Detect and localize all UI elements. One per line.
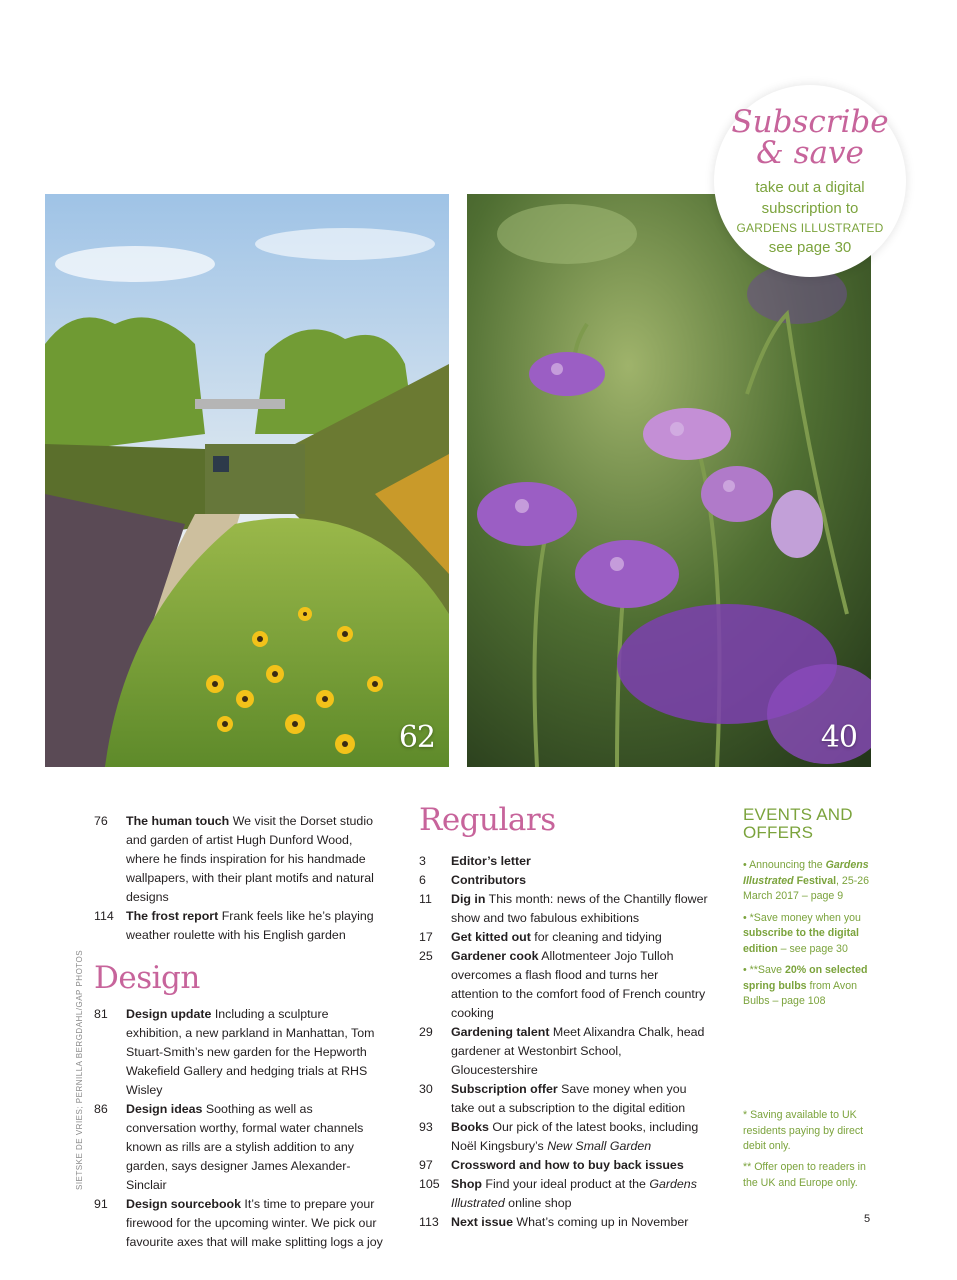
entry-title: Design ideas xyxy=(126,1102,203,1116)
footnote-uk: * Saving available to UK residents paying by direct debit only. xyxy=(743,1109,864,1152)
entry-desc: Soothing as well as conversation worthy, formal water channels known as rills are a stylish addition to any garden, says designer James Alexander-Sinclair xyxy=(126,1102,364,1192)
regulars-heading: Regulars xyxy=(419,802,556,838)
entry-page: 81 xyxy=(94,1007,108,1021)
entry-italic: New Small Garden xyxy=(547,1139,652,1153)
footnote-europe: ** Offer open to readers in the UK and Europe only. xyxy=(743,1161,866,1189)
offer-brand: Gardens Illustrated xyxy=(743,859,869,887)
entry-page: 93 xyxy=(419,1120,433,1134)
offer-text: • Announcing the xyxy=(743,859,826,871)
offer-strong: Festival xyxy=(793,874,837,887)
contents-entry[interactable] xyxy=(419,890,709,928)
entry-title: Next issue xyxy=(451,1215,513,1229)
events-offers xyxy=(743,806,878,1016)
entry-desc: Our pick of the latest books, including Noël Kingsbury’s xyxy=(451,1120,699,1153)
contents-entry[interactable] xyxy=(94,1100,386,1195)
subscribe-title-2: & save xyxy=(756,135,864,171)
events-heading-line1: EVENTS AND xyxy=(743,805,853,824)
entry-title: Gardening talent xyxy=(451,1025,550,1039)
entry-page: 29 xyxy=(419,1025,433,1039)
entry-desc: Frank feels like he’s playing weather roulette with his English garden xyxy=(126,909,374,942)
offer-subscription[interactable] xyxy=(743,911,878,958)
entry-page: 25 xyxy=(419,949,433,963)
offer-bulbs[interactable] xyxy=(743,963,878,1010)
entry-title: Get kitted out xyxy=(451,930,531,944)
offer-strong: 20% on selected spring bulbs xyxy=(743,964,868,992)
entry-page: 76 xyxy=(94,814,108,828)
entry-page: 11 xyxy=(419,892,432,906)
offer-text: • **Save xyxy=(743,964,785,976)
entry-desc: It’s time to prepare your firewood for the upcoming winter. We pick our favourite axes that will make splitting logs a joy xyxy=(126,1197,383,1249)
entry-title: Editor’s letter xyxy=(451,854,531,868)
contents-entry[interactable] xyxy=(419,1213,709,1232)
entry-page: 97 xyxy=(419,1158,433,1172)
regulars-column xyxy=(419,803,709,1232)
entry-desc: Including a sculpture exhibition, a new parkland in Manhattan, Tom Stuart-Smith’s new garden for the Hepworth Wakefield Gallery and hedging trials at RHS Wisley xyxy=(126,1007,375,1097)
entry-desc: This month: news of the Chantilly flower show and two fabulous exhibitions xyxy=(451,892,708,925)
entry-title: Contributors xyxy=(451,873,527,887)
subscribe-page-link[interactable]: see page 30 xyxy=(768,239,852,256)
entry-page: 86 xyxy=(94,1102,108,1116)
contents-entry[interactable] xyxy=(419,1175,709,1213)
entry-page: 114 xyxy=(94,909,114,923)
photo-credit: SIETSKE DE VRIES; PERNILLA BERGDAHL/GAP PHOTOS xyxy=(75,949,84,1190)
contents-entry[interactable] xyxy=(94,907,386,945)
subscribe-text-1: take out a digital xyxy=(755,179,865,196)
entry-desc: What’s coming up in November xyxy=(512,1215,689,1229)
offer-strong: subscribe to the digital edition xyxy=(743,927,859,955)
entry-title: Crossword and how to buy back issues xyxy=(451,1158,684,1172)
entry-desc: Meet Alixandra Chalk, head gardener at Westonbirt School, Gloucestershire xyxy=(451,1025,705,1077)
photo-page-ref: 40 xyxy=(820,720,857,755)
entry-desc: Find your ideal product at the xyxy=(481,1177,650,1191)
entry-desc: for cleaning and tidying xyxy=(530,930,662,944)
entry-desc: We visit the Dorset studio and garden of artist Hugh Dunford Wood, where he finds inspiration for his handmade wallpapers, with their plant motifs and natural designs xyxy=(126,814,374,904)
entry-page: 30 xyxy=(419,1082,433,1096)
offer-text: from Avon Bulbs – page 108 xyxy=(743,979,858,1007)
entry-title: Design sourcebook xyxy=(126,1197,241,1211)
entry-title: Gardener cook xyxy=(451,949,539,963)
events-heading xyxy=(743,806,878,842)
entry-page: 105 xyxy=(419,1177,440,1191)
offer-text: , 25-26 March 2017 – page 9 xyxy=(743,874,870,902)
entry-page: 113 xyxy=(419,1215,439,1229)
contents-entry[interactable] xyxy=(94,812,386,907)
contents-entry[interactable] xyxy=(419,871,709,890)
contents-entry[interactable] xyxy=(419,1080,709,1118)
entry-page: 17 xyxy=(419,930,433,944)
entry-title: Dig in xyxy=(451,892,486,906)
entry-desc: Save money when you take out a subscription to the digital edition xyxy=(451,1082,687,1115)
contents-entry[interactable] xyxy=(419,852,709,871)
offer-text: • *Save money when you xyxy=(743,911,861,924)
page-number: 5 xyxy=(864,1213,871,1225)
entry-title: Shop xyxy=(451,1177,482,1191)
photo-page-ref: 62 xyxy=(398,720,435,755)
entry-title: Books xyxy=(451,1120,489,1134)
contents-entry[interactable] xyxy=(419,1118,709,1156)
entry-title: Subscription offer xyxy=(451,1082,558,1096)
subscribe-text-2: subscription to xyxy=(761,200,859,217)
contents-entry[interactable] xyxy=(419,1023,709,1080)
entry-italic: Gardens Illustrated xyxy=(451,1177,697,1210)
entry-page: 91 xyxy=(94,1197,108,1211)
entry-title: The frost report xyxy=(126,909,219,923)
features-column xyxy=(94,812,386,1252)
entry-page: 3 xyxy=(419,854,426,868)
entry-page: 6 xyxy=(419,873,426,887)
allium-photo xyxy=(467,194,871,767)
contents-entry[interactable] xyxy=(419,1156,709,1175)
contents-entry[interactable] xyxy=(419,928,709,947)
entry-title: Design update xyxy=(126,1007,212,1021)
entry-desc-end: online shop xyxy=(504,1196,572,1210)
entry-desc: Allotmenteer Jojo Tulloh overcomes a flash flood and turns her attention to the comfort food of French country cooking xyxy=(451,949,706,1020)
contents-entry[interactable] xyxy=(94,1005,386,1100)
subscribe-title: Subscribe xyxy=(731,104,889,140)
subscribe-brand: GARDENS ILLUSTRATED xyxy=(736,221,884,235)
hedged-garden-image xyxy=(45,194,449,767)
entry-title: The human touch xyxy=(126,814,230,828)
offer-festival[interactable] xyxy=(743,858,878,905)
contents-entry[interactable] xyxy=(94,1195,386,1252)
subscribe-badge[interactable] xyxy=(714,85,906,277)
garden-photo xyxy=(45,194,449,767)
design-heading: Design xyxy=(94,960,200,996)
offer-text: – see page 30 xyxy=(777,942,848,955)
allium-flowers-image xyxy=(467,194,871,767)
contents-entry[interactable] xyxy=(419,947,709,1023)
events-heading-line2: OFFERS xyxy=(743,823,814,842)
